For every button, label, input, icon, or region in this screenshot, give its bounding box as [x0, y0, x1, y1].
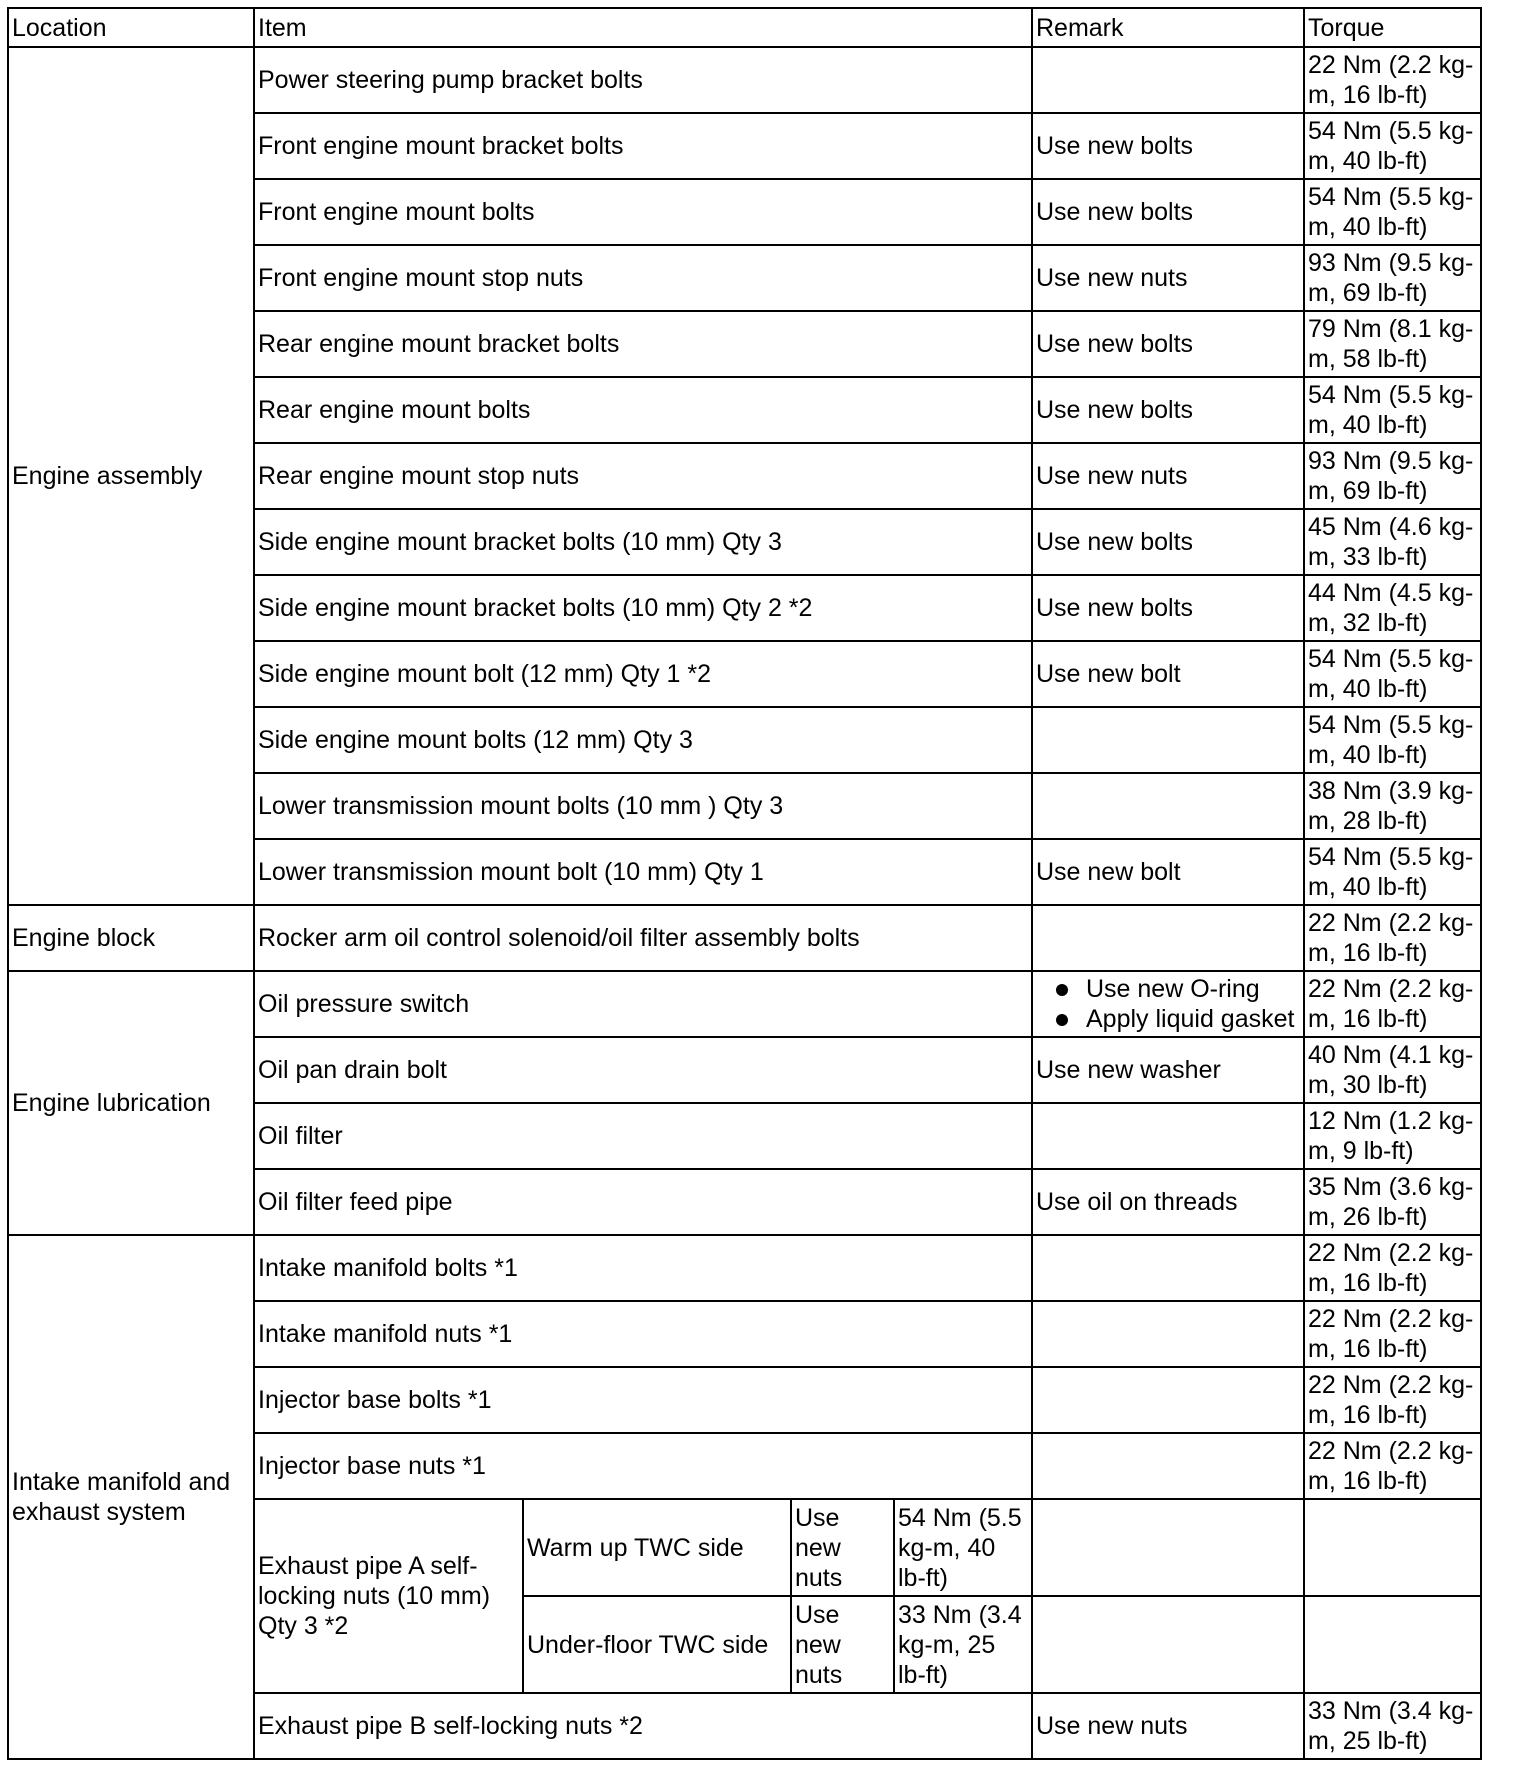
item-cell: Power steering pump bracket bolts	[254, 47, 1032, 113]
torque-cell: 33 Nm (3.4 kg-m, 25 lb-ft)	[1304, 1693, 1481, 1759]
table-row	[8, 971, 1481, 1037]
item-cell: Exhaust pipe A self-locking nuts (10 mm) Qty 3 *2	[254, 1499, 523, 1693]
sub-remark-cell: Use new nuts	[791, 1499, 894, 1596]
remark-bullet-list	[1036, 974, 1300, 1034]
item-cell: Front engine mount bolts	[254, 179, 1032, 245]
item-cell: Oil pan drain bolt	[254, 1037, 1032, 1103]
table-row	[8, 1235, 1481, 1301]
item-cell: Lower transmission mount bolts (10 mm ) Qty 3	[254, 773, 1032, 839]
item-cell: Intake manifold nuts *1	[254, 1301, 1032, 1367]
torque-cell: 40 Nm (4.1 kg-m, 30 lb-ft)	[1304, 1037, 1481, 1103]
remark-cell: Use new bolt	[1032, 641, 1304, 707]
remark-cell	[1032, 773, 1304, 839]
sub-side-cell: Warm up TWC side	[523, 1499, 791, 1596]
item-cell: Injector base bolts *1	[254, 1367, 1032, 1433]
remark-cell	[1032, 1596, 1304, 1693]
torque-cell: 22 Nm (2.2 kg-m, 16 lb-ft)	[1304, 1367, 1481, 1433]
location-cell: Intake manifold and exhaust system	[8, 1235, 254, 1759]
remark-cell: Use new bolts	[1032, 311, 1304, 377]
remark-cell	[1032, 905, 1304, 971]
remark-cell	[1032, 971, 1304, 1037]
item-cell: Rocker arm oil control solenoid/oil filter assembly bolts	[254, 905, 1032, 971]
header-item: Item	[254, 8, 1032, 47]
torque-cell: 54 Nm (5.5 kg-m, 40 lb-ft)	[1304, 113, 1481, 179]
item-cell: Rear engine mount stop nuts	[254, 443, 1032, 509]
item-cell: Exhaust pipe B self-locking nuts *2	[254, 1693, 1032, 1759]
item-cell: Front engine mount bracket bolts	[254, 113, 1032, 179]
torque-cell: 22 Nm (2.2 kg-m, 16 lb-ft)	[1304, 1235, 1481, 1301]
table-row	[8, 47, 1481, 113]
torque-cell: 54 Nm (5.5 kg-m, 40 lb-ft)	[1304, 377, 1481, 443]
torque-cell: 22 Nm (2.2 kg-m, 16 lb-ft)	[1304, 905, 1481, 971]
torque-cell: 54 Nm (5.5 kg-m, 40 lb-ft)	[1304, 179, 1481, 245]
remark-cell: Use new nuts	[1032, 245, 1304, 311]
item-cell: Intake manifold bolts *1	[254, 1235, 1032, 1301]
remark-cell: Use new bolts	[1032, 509, 1304, 575]
remark-cell	[1032, 707, 1304, 773]
remark-cell	[1032, 47, 1304, 113]
remark-cell: Use new bolts	[1032, 113, 1304, 179]
item-cell: Oil filter	[254, 1103, 1032, 1169]
torque-cell: 93 Nm (9.5 kg-m, 69 lb-ft)	[1304, 245, 1481, 311]
sub-torque-cell: 54 Nm (5.5 kg-m, 40 lb-ft)	[894, 1499, 1032, 1596]
item-cell: Oil filter feed pipe	[254, 1169, 1032, 1235]
torque-cell: 22 Nm (2.2 kg-m, 16 lb-ft)	[1304, 1301, 1481, 1367]
location-cell: Engine block	[8, 905, 254, 971]
torque-cell: 54 Nm (5.5 kg-m, 40 lb-ft)	[1304, 707, 1481, 773]
remark-cell: Use new bolts	[1032, 179, 1304, 245]
torque-cell: 44 Nm (4.5 kg-m, 32 lb-ft)	[1304, 575, 1481, 641]
torque-cell	[1304, 1499, 1481, 1596]
remark-cell: Use new bolts	[1032, 377, 1304, 443]
torque-cell: 93 Nm (9.5 kg-m, 69 lb-ft)	[1304, 443, 1481, 509]
remark-cell: Use new bolt	[1032, 839, 1304, 905]
torque-cell: 79 Nm (8.1 kg-m, 58 lb-ft)	[1304, 311, 1481, 377]
item-cell: Injector base nuts *1	[254, 1433, 1032, 1499]
item-cell: Side engine mount bolts (12 mm) Qty 3	[254, 707, 1032, 773]
torque-cell: 54 Nm (5.5 kg-m, 40 lb-ft)	[1304, 641, 1481, 707]
item-cell: Side engine mount bolt (12 mm) Qty 1 *2	[254, 641, 1032, 707]
header-row	[8, 8, 1481, 47]
torque-cell: 12 Nm (1.2 kg-m, 9 lb-ft)	[1304, 1103, 1481, 1169]
torque-cell	[1304, 1596, 1481, 1693]
item-cell: Oil pressure switch	[254, 971, 1032, 1037]
remark-bullet-item: Use new O-ring	[1036, 974, 1300, 1004]
sub-side-cell: Under-floor TWC side	[523, 1596, 791, 1693]
remark-cell: Use new bolts	[1032, 575, 1304, 641]
remark-cell: Use new washer	[1032, 1037, 1304, 1103]
remark-cell	[1032, 1301, 1304, 1367]
remark-cell: Use new nuts	[1032, 443, 1304, 509]
location-cell: Engine lubrication	[8, 971, 254, 1235]
item-cell: Front engine mount stop nuts	[254, 245, 1032, 311]
torque-spec-table	[7, 7, 1482, 1760]
torque-cell: 22 Nm (2.2 kg-m, 16 lb-ft)	[1304, 971, 1481, 1037]
location-cell: Engine assembly	[8, 47, 254, 905]
item-cell: Lower transmission mount bolt (10 mm) Qty 1	[254, 839, 1032, 905]
header-location: Location	[8, 8, 254, 47]
torque-cell: 45 Nm (4.6 kg-m, 33 lb-ft)	[1304, 509, 1481, 575]
remark-cell	[1032, 1433, 1304, 1499]
sub-torque-cell: 33 Nm (3.4 kg-m, 25 lb-ft)	[894, 1596, 1032, 1693]
remark-cell: Use oil on threads	[1032, 1169, 1304, 1235]
item-cell: Rear engine mount bolts	[254, 377, 1032, 443]
item-cell: Side engine mount bracket bolts (10 mm) Qty 2 *2	[254, 575, 1032, 641]
torque-table-wrapper	[7, 7, 1482, 1760]
remark-cell	[1032, 1367, 1304, 1433]
sub-remark-cell: Use new nuts	[791, 1596, 894, 1693]
torque-cell: 38 Nm (3.9 kg-m, 28 lb-ft)	[1304, 773, 1481, 839]
header-remark: Remark	[1032, 8, 1304, 47]
remark-cell	[1032, 1103, 1304, 1169]
header-torque: Torque	[1304, 8, 1481, 47]
torque-cell: 54 Nm (5.5 kg-m, 40 lb-ft)	[1304, 839, 1481, 905]
torque-cell: 22 Nm (2.2 kg-m, 16 lb-ft)	[1304, 47, 1481, 113]
remark-cell	[1032, 1499, 1304, 1596]
torque-cell: 35 Nm (3.6 kg-m, 26 lb-ft)	[1304, 1169, 1481, 1235]
table-row	[8, 905, 1481, 971]
item-cell: Rear engine mount bracket bolts	[254, 311, 1032, 377]
item-cell: Side engine mount bracket bolts (10 mm) Qty 3	[254, 509, 1032, 575]
remark-cell	[1032, 1235, 1304, 1301]
torque-cell: 22 Nm (2.2 kg-m, 16 lb-ft)	[1304, 1433, 1481, 1499]
remark-bullet-item: Apply liquid gasket	[1036, 1004, 1300, 1034]
remark-cell: Use new nuts	[1032, 1693, 1304, 1759]
